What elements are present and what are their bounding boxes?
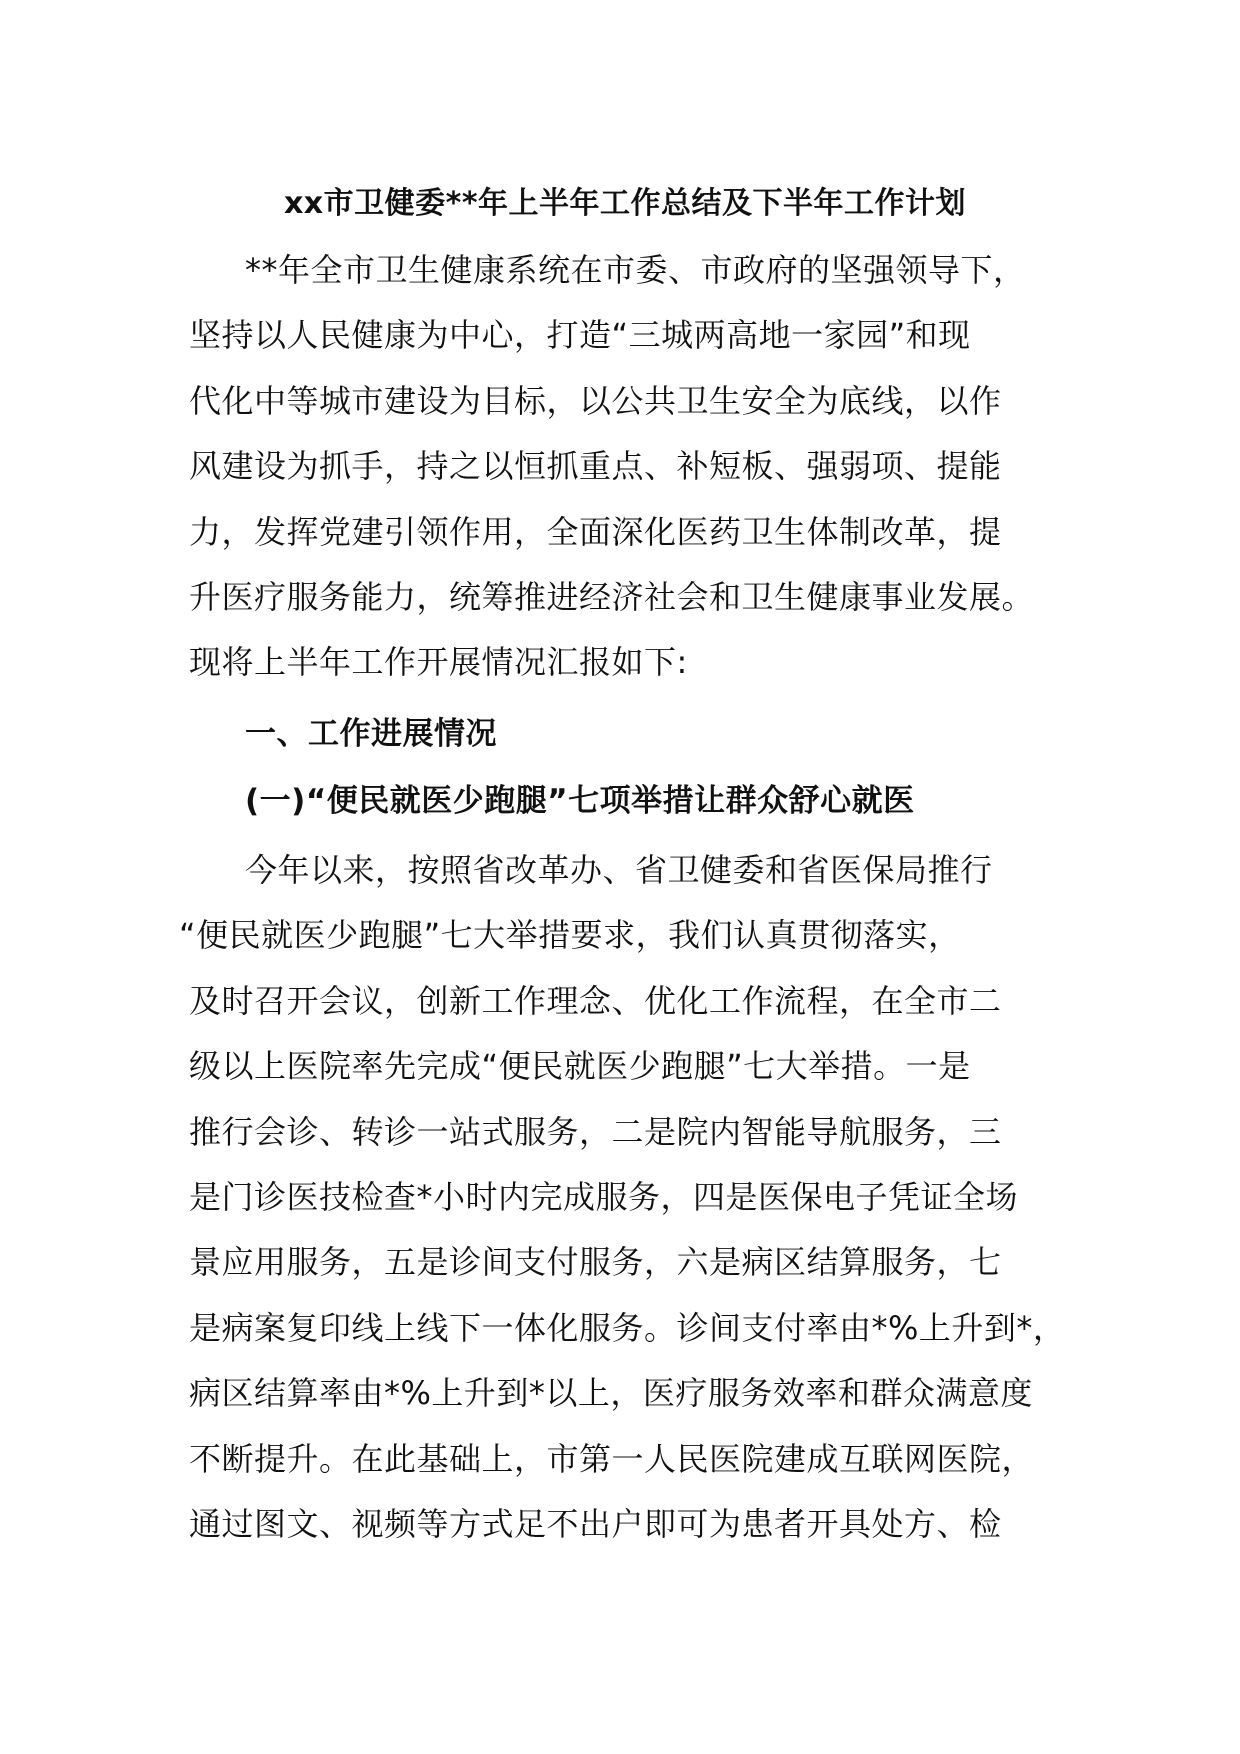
paragraph-line: 推行会诊、转诊一站式服务，二是院内智能导航服务，三 bbox=[189, 1113, 1002, 1151]
paragraph-line: 风建设为抓手，持之以恒抓重点、补短板、强弱项、提能 bbox=[189, 447, 1002, 485]
paragraph-line: 力，发挥党建引领作用，全面深化医药卫生体制改革，提 bbox=[189, 513, 1002, 551]
paragraph-line: 今年以来，按照省改革办、省卫健委和省医保局推行 bbox=[245, 851, 993, 889]
paragraph-line: 现将上半年工作开展情况汇报如下: bbox=[189, 643, 688, 681]
paragraph-line: 是门诊医技检查*小时内完成服务，四是医保电子凭证全场 bbox=[189, 1178, 1019, 1216]
paragraph-line: 代化中等城市建设为目标，以公共卫生安全为底线，以作 bbox=[189, 382, 1002, 420]
paragraph-line: 及时召开会议，创新工作理念、优化工作流程，在全市二 bbox=[189, 982, 1002, 1020]
paragraph-line: “便民就医少跑腿”七大举措要求，我们认真贯彻落实， bbox=[179, 916, 961, 954]
document-title: xx市卫健委**年上半年工作总结及下半年工作计划 bbox=[283, 186, 967, 221]
paragraph-line: 升医疗服务能力，统筹推进经济社会和卫生健康事业发展。 bbox=[189, 578, 1035, 616]
section-heading: 一、工作进展情况 bbox=[245, 716, 497, 752]
paragraph-line: 通过图文、视频等方式足不出户即可为患者开具处方、检 bbox=[189, 1505, 1002, 1543]
paragraph-line: 坚持以人民健康为中心，打造“三城两高地一家园”和现 bbox=[189, 316, 971, 354]
paragraph-line: 级以上医院率先完成“便民就医少跑腿”七大举措。一是 bbox=[189, 1047, 971, 1085]
paragraph-line: **年全市卫生健康系统在市委、市政府的坚强领导下， bbox=[245, 251, 1026, 289]
paragraph-line: 不断提升。在此基础上，市第一人民医院建成互联网医院， bbox=[189, 1440, 1035, 1478]
paragraph-line: 病区结算率由*%上升到*以上，医疗服务效率和群众满意度 bbox=[189, 1374, 1033, 1412]
subsection-heading: (一)“便民就医少跑腿”七项举措让群众舒心就医 bbox=[245, 783, 915, 819]
paragraph-line: 景应用服务，五是诊间支付服务，六是病区结算服务，七 bbox=[189, 1243, 1002, 1281]
paragraph-line: 是病案复印线上线下一体化服务。诊间支付率由*%上升到*， bbox=[189, 1309, 1066, 1347]
